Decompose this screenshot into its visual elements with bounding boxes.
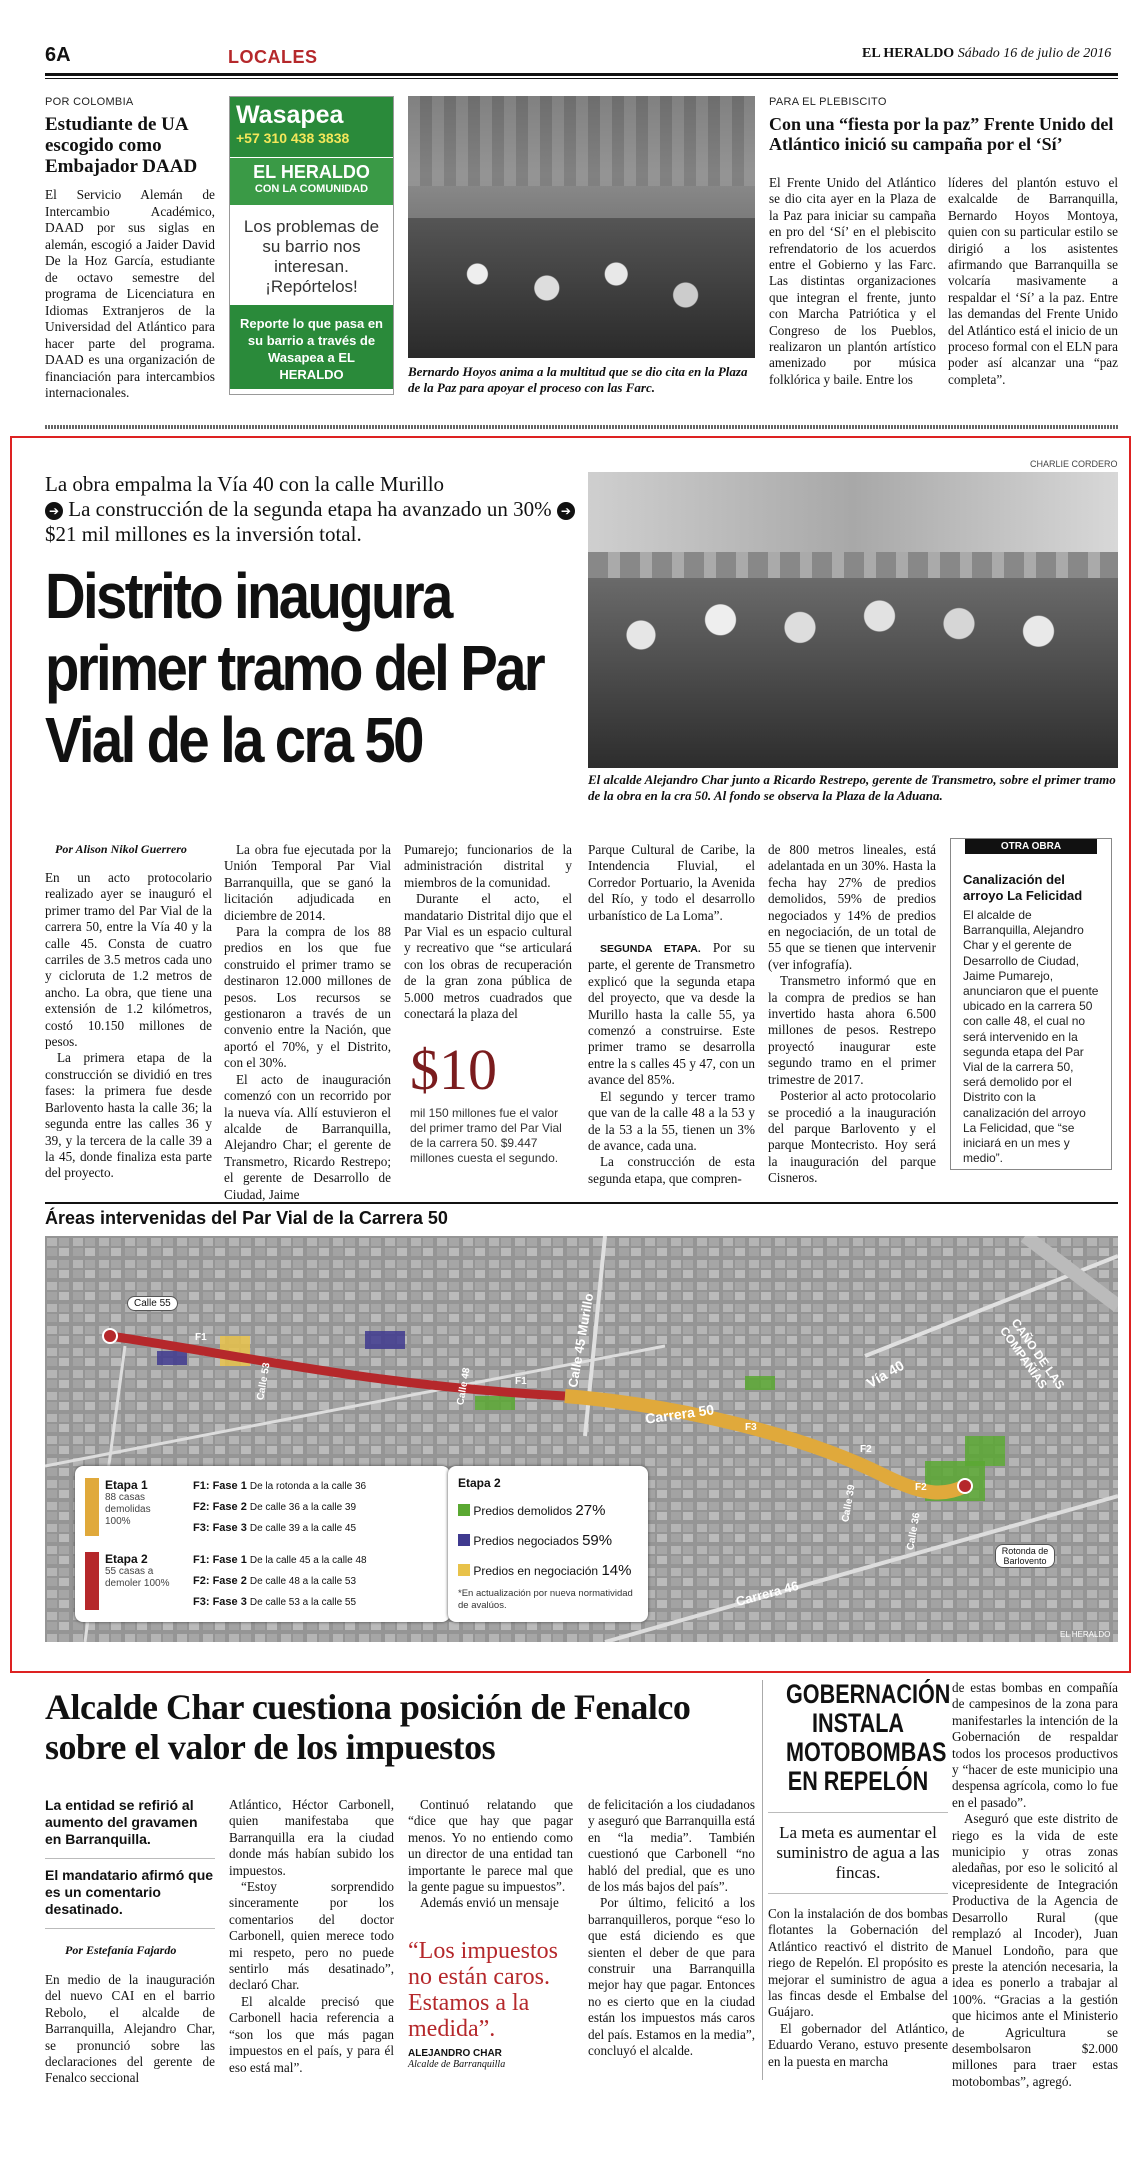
fase-range: De la calle 45 a la calle 48	[249, 1555, 367, 1566]
label-calle48: Calle 48	[455, 1366, 473, 1407]
main-col-3	[404, 842, 572, 1022]
section-name: LOCALES	[228, 47, 318, 67]
map-top-rule	[45, 1202, 1118, 1204]
deck-line-2: La construcción de la segunda etapa ha avanzado un 30%	[68, 497, 552, 521]
wasapea-message: Los problemas de su barrio nos interesan. ¡Repórtelos!	[243, 217, 380, 296]
label-calle36: Calle 36	[905, 1511, 923, 1552]
callout-number: $10	[410, 1037, 497, 1102]
top-photo-caption: Bernardo Hoyos anima a la multitud que se dio cita en la Plaza de la Paz para apoyar el proceso con las Farc.	[408, 364, 748, 395]
bottom-right-col1	[768, 1906, 948, 2070]
fase-name: Fase 1	[212, 1554, 247, 1566]
parcel-negotiated	[365, 1331, 405, 1349]
parcel-demolished	[965, 1436, 1005, 1466]
fase-code: F2:	[193, 1501, 210, 1513]
brief-right-col2: líderes del plantón estuvo el exalcalde de Barranquilla, Bernardo Hoyos Montoya, quien con su particular estilo se dirigió a los asistentes afirmando que Barranquilla se volcaría masivamente a respaldar el ‘Sí’ a la paz. Entre las demandas del Frente Unido del Atlántico está el inicio de un proceso formal con el ELN para poder así alcanzar una “paz completa”.	[948, 175, 1118, 387]
main-photo-caption: El alcalde Alejandro Char junto a Ricardo Restrepo, gerente de Transmetro, sobre el primer tramo de la obra en la cra 50. Al fondo se observa la Plaza de la Aduana.	[588, 772, 1116, 803]
main-col5-p2: Transmetro informó que en la compra de predios se han invertido hasta ahora 6.500 millones de pesos. Restrepo proyectó inaugurar este segundo tramo en el primer trimestre de 2017.	[768, 973, 936, 1087]
fase-code: F2:	[193, 1575, 210, 1587]
paper-date: Sábado 16 de julio de 2016	[957, 46, 1112, 61]
swatch-negociacion	[458, 1564, 470, 1576]
top-photo	[408, 96, 755, 358]
bottom-left-byline: Por Estefanía Fajardo	[65, 1943, 177, 1957]
page-number: 6A	[45, 44, 71, 66]
marker-f3-e1: F3	[745, 1422, 757, 1433]
brief-right-kicker: PARA EL PLEBISCITO	[769, 96, 887, 108]
map-credit: EL HERALDO	[1060, 1630, 1111, 1639]
marker-f3-e2: F1	[195, 1332, 207, 1343]
bottom-left-col3	[408, 1797, 573, 2070]
fase-range: De calle 53 a la calle 55	[249, 1597, 357, 1608]
arrow-right-icon: ➔	[45, 502, 63, 520]
brief-right	[769, 96, 1118, 154]
map-title: Áreas intervenidas del Par Vial de la Carrera 50	[45, 1208, 448, 1228]
br-col2-p1: de estas bombas en compañía de campesinos de la zona para manifestarles la intención de la Gobernación de respaldar todos los procesos productivos y “hacer de este municipio una despensa agrícola, como lo fue en el pasado”.	[952, 1680, 1118, 1810]
legend-demolidos-label: Predios demolidos	[473, 1504, 573, 1518]
fase-code: F3:	[193, 1522, 210, 1534]
marker-f1-e1: F2	[915, 1482, 927, 1493]
brief-left	[45, 96, 215, 402]
main-col4-p1: Parque Cultural de Caribe, la Intendencia Fluvial, el Corredor Portuario, la Avenida del Río, y todo el desarrollo urbanístico de La Loma”.	[588, 842, 755, 923]
bottom-right-headline: GOBERNACIÓN INSTALA MOTOBOMBAS EN REPELÓN	[786, 1679, 951, 1796]
parcel-demolished	[745, 1376, 775, 1390]
label-calle53: Calle 53	[255, 1361, 273, 1402]
main-deck	[45, 472, 585, 547]
main-headline: Distrito inaugura primer tramo del Par Vial de la cra 50	[45, 560, 544, 776]
fase-code: F1:	[193, 1554, 210, 1566]
wasapea-brand-sub: CON LA COMUNIDAD	[254, 183, 369, 195]
wasapea-ad[interactable]	[229, 96, 394, 395]
callout-text: mil 150 millones fue el valor del primer tramo del Par Vial de la carrera 50. $9.447 millones cuesta el segundo.	[410, 1106, 562, 1165]
brief-right-title: Con una “fiesta por la paz” Frente Unido del Atlántico inició su campaña por el ‘Sí’	[769, 114, 1114, 154]
main-col-4	[588, 842, 755, 1187]
summary-1: La entidad se refirió al aumento del gravamen en Barranquilla.	[45, 1797, 215, 1859]
bl-col3-p2: Además envió un mensaje	[420, 1895, 559, 1911]
bottom-right-col2	[952, 1680, 1118, 2090]
header-rule-thin	[45, 78, 1118, 79]
label-carrera50: Carrera 50	[644, 1401, 716, 1427]
legend-etapa2-fases	[193, 1550, 367, 1613]
bl-col2-p2: “Estoy sorprendido sinceramente por los comentarios del doctor Carbonell, quien merece todo mi respeto, pero no puede sentirlo más desatinado”, declaró Char.	[229, 1879, 394, 1993]
deck-line-3: $21 mil millones es la inversión total.	[45, 522, 362, 546]
header-rule	[45, 73, 1118, 76]
label-calle45: Calle 45 Murillo	[565, 1292, 597, 1389]
fase-code: F3:	[193, 1596, 210, 1608]
fase-name: Fase 2	[212, 1575, 247, 1587]
marker-f1-e2: F1	[515, 1376, 527, 1387]
marker-rotonda	[958, 1479, 972, 1493]
main-col3-p2: Durante el acto, el mandatario Distrital dijo que el Par Vial es un espacio cultural y recreativo que “se articulará con los obras de recuperación de la gran zona pública de 5.000 metros cuadrados que conectará la plaza del	[404, 891, 572, 1022]
deck-line-1: La obra empalma la Vía 40 con la calle Murillo	[45, 472, 445, 496]
wasapea-phone: +57 310 438 3838	[236, 130, 350, 146]
main-photo	[588, 472, 1118, 768]
fase-name: Fase 2	[212, 1501, 247, 1513]
main-col4-p4: La construcción de esta segunda etapa, que compren-	[588, 1154, 755, 1186]
fase-range: De calle 39 a la calle 45	[249, 1523, 357, 1534]
main-col1-p1: En un acto protocolario realizado ayer se inauguró el primer tramo del Par Vial de la carrera 50, entre la Vía 40 y la calle 45. Consta de cuatro carriles de 3.5 metros cada uno y cicloruta de 1.2 metros de ancho. La obra, que tiene una extensión de 1.2 kilómetros, costó 10.150 millones de pesos.	[45, 870, 212, 1050]
legend-demolidos-value: 27%	[575, 1502, 606, 1519]
swatch-negociados	[458, 1534, 470, 1546]
main-col-2	[224, 842, 391, 1203]
brief-left-title: Estudiante de UA escogido como Embajador DAAD	[45, 114, 198, 177]
legend-etapa2-desc: 55 casas a demoler 100%	[105, 1566, 170, 1589]
quote-role: Alcalde de Barranquilla	[408, 2058, 506, 2070]
label-via40: Vía 40	[863, 1356, 907, 1392]
fase-range: De la rotonda a la calle 36	[249, 1481, 367, 1492]
main-byline: Por Alison Nikol Guerrero	[55, 842, 187, 856]
bl-col2-p1: Atlántico, Héctor Carbonell, quien manifestaba que Barranquilla era la ciudad donde más habían subido los impuestos.	[229, 1797, 394, 1878]
bl-col4-p2: Por último, felicitó a los barranquilleros, porque “eso lo que está diciendo es que sienten el deber de que para construir una Barranquilla mejor hay que pagar. Entonces no es cierto que en la ciudad están los impuestos más caros del país. Estamos en la media”, concluyó el alcalde.	[588, 1895, 755, 2059]
bottom-left-col4	[588, 1797, 755, 2060]
main-col-1	[45, 870, 212, 1182]
main-col-5	[768, 842, 936, 1187]
fase-range: De calle 48 a la calle 53	[249, 1576, 357, 1587]
marker-calle55	[103, 1329, 117, 1343]
main-col3-p1: Pumarejo; funcionarios de la administración distrital y miembros de la comunidad.	[404, 842, 572, 890]
main-col4-p2: Por su parte, el gerente de Transmetro explicó que la segunda etapa del proyecto, que va desde la Murillo hasta la calle 55, ya comenzó a construirse. Este primer tramo se desarrolla entre la s calles 45 y 47, con un avance del 85%.	[588, 940, 756, 1088]
label-carrera46: Carrera 46	[734, 1577, 801, 1610]
label-cano: CAÑO DE LAS COMPAÑÍAS	[997, 1316, 1068, 1392]
legend-negociacion-value: 14%	[601, 1562, 632, 1579]
bl-col4-p1: de felicitación a los ciudadanos y aseguró que Barranquilla está en “la media”. También cuestionó que Carbonell “no habló del predial, que es uno de los más bajos del país”.	[588, 1797, 755, 1895]
fase-code: F1:	[193, 1480, 210, 1492]
main-col5-p1: de 800 metros lineales, está adelantada en un 30%. Hasta la fecha hay 27% de predios demolidos, 59% de predios negociados y 14% de predios en negociación, de un total de 55 que se tienen que intervenir (ver infografía).	[768, 842, 936, 972]
legend-etapa1-fases	[193, 1476, 366, 1539]
br-col1-p1: Con la instalación de dos bombas flotantes la Gobernación del Atlántico reactivó el distrito de riego de Repelón. El propósito es mejorar el suministro de agua a las fincas desde el Embalse del Guájaro.	[768, 1906, 948, 2020]
sidebar-body: El alcalde de Barranquilla, Alejandro Char y el gerente de Desarrollo de Ciudad, Jaime Pumarejo, anunciaron que el puente ubicado en la carrera 50 con calle 48, el cual no será intervenido en la segunda etapa del Par Vial de la carrera 50, será demolido por el Distrito con la canalización del arroyo La Felicidad, que “se iniciará en un mes y medio”.	[963, 908, 1099, 1166]
bl-col3-p1: Continuó relatando que “dice que hay que pagar menos. Yo no entiendo como un director de una entidad tan importante le parece mal que la gente pague su impuestos”.	[408, 1797, 573, 1895]
marker-f2-e1: F2	[860, 1444, 872, 1455]
fase-name: Fase 3	[212, 1596, 247, 1608]
paper-name: EL HERALDO	[862, 46, 955, 61]
parcel-negotiated	[157, 1351, 187, 1365]
wasapea-cta: Reporte lo que pasa en su barrio a través de Wasapea a EL HERALDO	[230, 305, 393, 389]
brief-left-body: El Servicio Alemán de Intercambio Académico, DAAD por sus siglas en alemán, escogió a Jaider David De la Hoz García, estudiante de octavo semestre del programa de Licenciatura en Idiomas Extranjeros de la Universidad del Atlántico para hacer parte del programa. DAAD es una organización de financiación para intercambios internacionales.	[45, 187, 215, 400]
legend-negociacion-label: Predios en negociación	[473, 1564, 599, 1578]
fase-name: Fase 3	[212, 1522, 247, 1534]
main-col4-p3: El segundo y tercer tramo que van de la calle 48 a la 53 y de la 53 a la 55, tienen un 3% de avance, cada una.	[588, 1088, 755, 1153]
fase-range: De calle 36 a la calle 39	[249, 1502, 357, 1513]
main-col1-p2: La primera etapa de la construcción se dividió en tres fases: la primera fue desde Barlovento hasta la calle 36; la segunda entre las calles 36 y 39, y la tercera de la calle 39 a la 45, donde finaliza esta parte del proyecto.	[45, 1050, 212, 1181]
legend-etapas	[75, 1466, 450, 1622]
otra-obra-sidebar	[950, 838, 1112, 1170]
br-col1-p2: El gobernador del Atlántico, Eduardo Verano, estuvo presente en la puesta en marcha	[768, 2020, 948, 2069]
pull-quote: “Los impuestos no están caros. Estamos a la medida”.	[408, 1937, 558, 2042]
fase-name: Fase 1	[212, 1480, 247, 1492]
swatch-demolidos	[458, 1504, 470, 1516]
main-col2-p3: El acto de inauguración comenzó con un recorrido por la nueva vía. Allí estuvieron el alcalde de Barranquilla, Alejandro Char; el gerente de Transmetro, Ricardo Restrepo; el gerente de Desarrollo de Ciudad, Jaime	[224, 1071, 391, 1202]
legend-etapa1-swatch	[85, 1478, 99, 1536]
main-col5-p3: Posterior al acto protocolario se procedió a la inauguración del parque Barlovento y el parque Montecristo. Hoy será la inauguración del parque Cisneros.	[768, 1088, 936, 1186]
legend-negociados-label: Predios negociados	[473, 1534, 579, 1548]
legend-etapa2-title: Etapa 2	[105, 1552, 148, 1566]
quote-author: ALEJANDRO CHAR	[408, 2047, 502, 2059]
bottom-left-col2	[229, 1797, 394, 2076]
bottom-left-summary	[45, 1797, 215, 2087]
summary-2: El mandatario afirmó que es un comentario desatinado.	[45, 1859, 215, 1929]
parcel-demolished	[475, 1396, 515, 1410]
column-divider	[762, 1680, 763, 2080]
photo-credit: CHARLIE CORDERO	[1030, 459, 1118, 469]
legend-predios-title: Etapa 2	[458, 1476, 501, 1490]
legend-predios	[448, 1466, 648, 1622]
bottom-left-headline: Alcalde Char cuestiona posición de Fenalco sobre el valor de los impuestos	[45, 1687, 691, 1767]
main-col2-p2: Para la compra de los 88 predios en los que fue construido el primer tramo se destinaron 12.000 millones de pesos. Los recursos se gestionaron a través de un convenio entre la Nación, que aportó el 70%, y el Distrito, con el 30%.	[224, 924, 391, 1071]
sidebar-title: Canalización del arroyo La Felicidad	[963, 872, 1083, 903]
legend-negociados-value: 59%	[582, 1532, 613, 1549]
section-separator	[45, 425, 1118, 429]
wasapea-brand: EL HERALDO	[253, 162, 370, 182]
sidebar-label: OTRA OBRA	[965, 839, 1097, 854]
legend-etapa1-desc: 88 casas demolidas 100%	[105, 1492, 151, 1527]
arrow-right-icon: ➔	[557, 502, 575, 520]
brief-left-kicker: POR COLOMBIA	[45, 96, 134, 108]
wasapea-logo: Wasapea	[236, 101, 344, 129]
col4-subhead: SEGUNDA ETAPA.	[600, 943, 701, 956]
legend-etapa1-title: Etapa 1	[105, 1478, 148, 1492]
legend-etapa2-swatch	[85, 1552, 99, 1610]
bottom-left-col1: En medio de la inauguración del nuevo CAI en el barrio Rebolo, el alcalde de Barranquilla, Alejandro Char, se pronunció sobre las declaraciones del gerente de Fenalco seccional	[45, 1972, 215, 2086]
br-col2-p2: Aseguró que este distrito de riego es la vida de este municipio y otras zonas aledañas, por eso le solicitó al vicepresidente de Integración Productiva de la Agencia de Desarrollo Rural (que remplazó al Incoder), Juan Manuel Londoño, para que preste la atención necesaria, la idea es ponerlo a trabajar al 100%. “Gracias a la gestión que hicimos ante el Ministerio de Agricultura se desembolsaron $2.000 millones para traer estas motobombas”, agregó.	[952, 1811, 1118, 2089]
masthead-info	[862, 46, 1111, 62]
label-calle39: Calle 39	[840, 1483, 858, 1524]
label-calle55: Calle 55	[127, 1296, 178, 1311]
legend-note: *En actualización por nueva normatividad de avalúos.	[458, 1588, 633, 1611]
map-infographic	[45, 1236, 1118, 1642]
label-rotonda: Rotonda de Barlovento	[995, 1544, 1055, 1568]
brief-right-col1: El Frente Unido del Atlántico se dio cita ayer en la Plaza de la Paz para iniciar su campaña en pro del ‘Sí’ en el plebiscito refrendatorio de los acuerdos entre el Gobierno y las Farc. Las distintas organizaciones que integran el frente, junto con Marcha Patriótica y el Congreso de los Pueblos, realizaron un plantón artístico amenizado por música folklórica y baile. Entre los	[769, 175, 936, 387]
bl-col2-p3: El alcalde precisó que Carbonell hacia referencia a “son los que más pagan impuestos en el país, y para él eso está mal”.	[229, 1993, 394, 2075]
main-col2-p1: La obra fue ejecutada por la Unión Temporal Par Vial Barranquilla, que se ganó la licitación adjudicada en diciembre de 2014.	[224, 842, 391, 923]
bottom-right-story	[768, 1679, 951, 2070]
bottom-right-summary: La meta es aumentar el suministro de agua a las fincas.	[768, 1812, 948, 1894]
